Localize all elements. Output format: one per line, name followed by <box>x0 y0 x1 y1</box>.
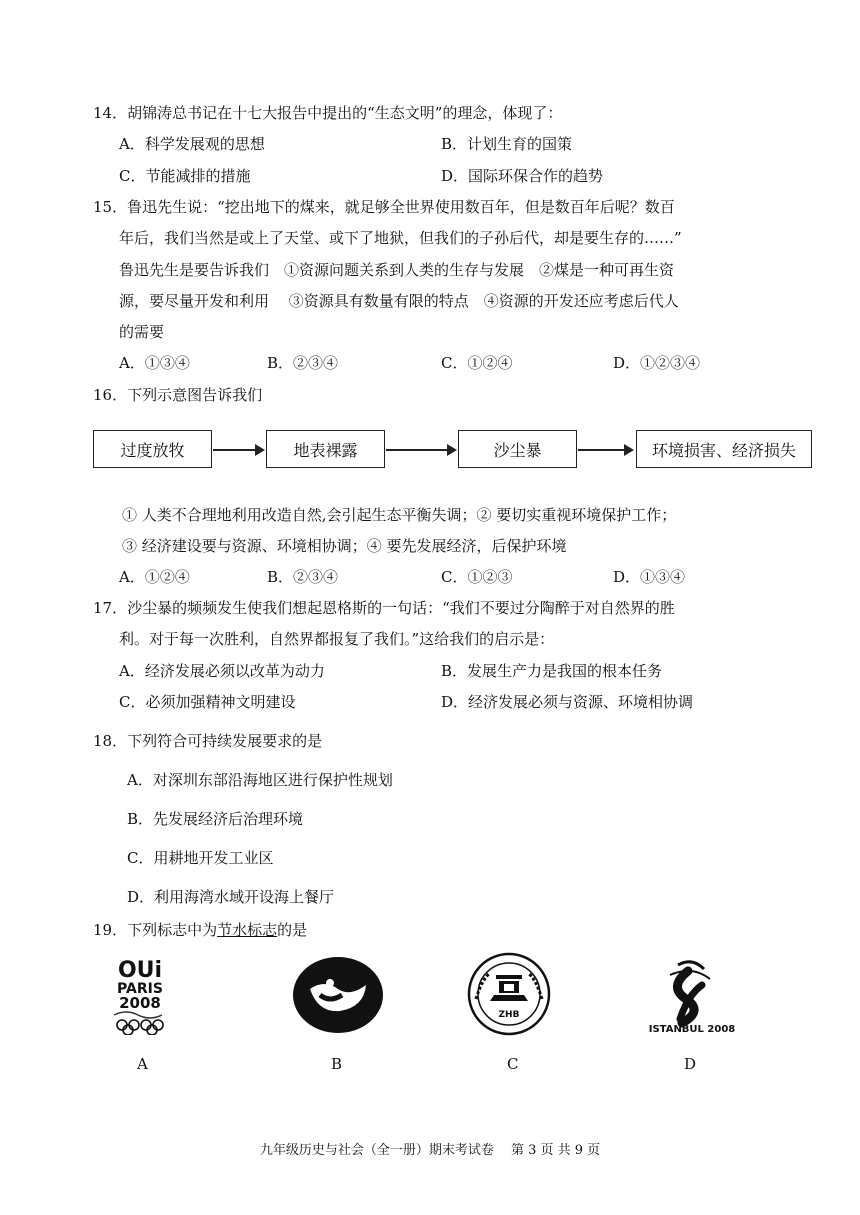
flow-arrow-3 <box>578 449 632 451</box>
logo-b-water-saving <box>290 955 386 1035</box>
q14-stem: 14．胡锦涛总书记在十七大报告中提出的“生态文明”的理念，体现了： <box>93 104 563 122</box>
flow-arrow-2 <box>386 449 455 451</box>
q15-stem-line4: 源，要尽量开发和利用 ③资源具有数量有限的特点 ④资源的开发还应考虑后代人 <box>119 292 679 310</box>
q15-option-c: C．①②④ <box>441 354 513 372</box>
q17-stem-line1: 17．沙尘暴的频频发生使我们想起恩格斯的一句话：“我们不要过分陶醉于对自然界的胜 <box>93 599 675 617</box>
logo-c-label: C <box>507 1055 519 1073</box>
q15-stem-line5: 的需要 <box>119 323 165 341</box>
q17-option-c: C．必须加强精神文明建设 <box>119 693 296 711</box>
flow-box-losses: 环境损害、经济损失 <box>636 430 812 468</box>
q16-option-b: B．②③④ <box>267 568 339 586</box>
q16-option-a: A．①②④ <box>119 568 190 586</box>
q18-option-b: B．先发展经济后治理环境 <box>127 810 304 828</box>
q15-stem-line1: 15．鲁迅先生说：“挖出地下的煤来，就足够全世界使用数百年，但是数百年后呢？数百 <box>93 198 675 216</box>
q18-option-d: D．利用海湾水域开设海上餐厅 <box>127 888 335 906</box>
q16-statement-line1: ① 人类不合理地利用改造自然,会引起生态平衡失调；② 要切实重视环境保护工作； <box>122 506 677 524</box>
logo-a-year-text: 2008 <box>119 994 161 1012</box>
logo-a-oui-text: OUi <box>117 958 163 983</box>
logo-c-graphic <box>466 951 552 1037</box>
q14-option-b: B．计划生育的国策 <box>441 135 573 153</box>
q14-option-c: C．节能减排的措施 <box>119 167 251 185</box>
q16-statement-line2: ③ 经济建设要与资源、环境相协调；④ 要先发展经济，后保护环境 <box>122 537 567 555</box>
logo-b-label: B <box>331 1055 343 1073</box>
logo-d-graphic <box>640 955 745 1035</box>
q17-stem-line2: 利。对于每一次胜利，自然界都报复了我们。”这给我们的启示是： <box>119 630 555 648</box>
q19-stem-prefix: 19．下列标志中为 <box>93 921 218 939</box>
q19-stem-suffix: 的是 <box>277 921 308 939</box>
q16-stem: 16．下列示意图告诉我们 <box>93 386 263 404</box>
q18-option-c: C．用耕地开发工业区 <box>127 849 274 867</box>
q14-option-a: A．科学发展观的思想 <box>119 135 265 153</box>
logo-a-graphic <box>100 955 180 1035</box>
logo-a-paris-2008 <box>100 955 180 1035</box>
q17-option-d: D．经济发展必须与资源、环境相协调 <box>441 693 694 711</box>
logo-a-paris-text: PARIS <box>117 981 163 997</box>
logo-d-label: D <box>684 1055 697 1073</box>
q15-option-a: A．①③④ <box>119 354 190 372</box>
q14-option-d: D．国际环保合作的趋势 <box>441 167 604 185</box>
flow-box-bare-surface: 地表裸露 <box>266 430 385 468</box>
q17-option-a: A．经济发展必须以改革为动力 <box>119 662 325 680</box>
logo-d-istanbul-2008 <box>640 955 745 1035</box>
flow-box-overgrazing: 过度放牧 <box>93 430 212 468</box>
flow-arrow-1 <box>213 449 263 451</box>
logo-b-graphic <box>290 955 386 1035</box>
q19-stem-underlined: 节水标志 <box>217 921 278 939</box>
logo-c-environmental-seal <box>466 951 552 1037</box>
q15-stem-line2: 年后，我们当然是或上了天堂、或下了地狱，但我们的子孙后代，却是要生存的……” <box>119 229 682 247</box>
logo-a-label: A <box>137 1055 148 1073</box>
q18-option-a: A．对深圳东部沿海地区进行保护性规划 <box>127 771 393 789</box>
q18-stem: 18．下列符合可持续发展要求的是 <box>93 732 323 750</box>
q17-option-b: B．发展生产力是我国的根本任务 <box>441 662 663 680</box>
q15-stem-line3: 鲁迅先生是要告诉我们 ①资源问题关系到人类的生存与发展 ②煤是一种可再生资 <box>119 261 675 279</box>
q19-stem <box>93 920 307 940</box>
flow-box-sandstorm: 沙尘暴 <box>458 430 577 468</box>
logo-c-zhb-text: ZHB <box>498 1010 520 1020</box>
logo-d-istanbul-text: ISTANBUL 2008 <box>648 1024 736 1035</box>
page-footer: 九年级历史与社会（全一册）期末考试卷 第 3 页 共 9 页 <box>259 1143 601 1158</box>
q16-option-c: C．①②③ <box>441 568 513 586</box>
q15-option-b: B．②③④ <box>267 354 339 372</box>
q16-option-d: D．①③④ <box>613 568 686 586</box>
q15-option-d: D．①②③④ <box>613 354 701 372</box>
